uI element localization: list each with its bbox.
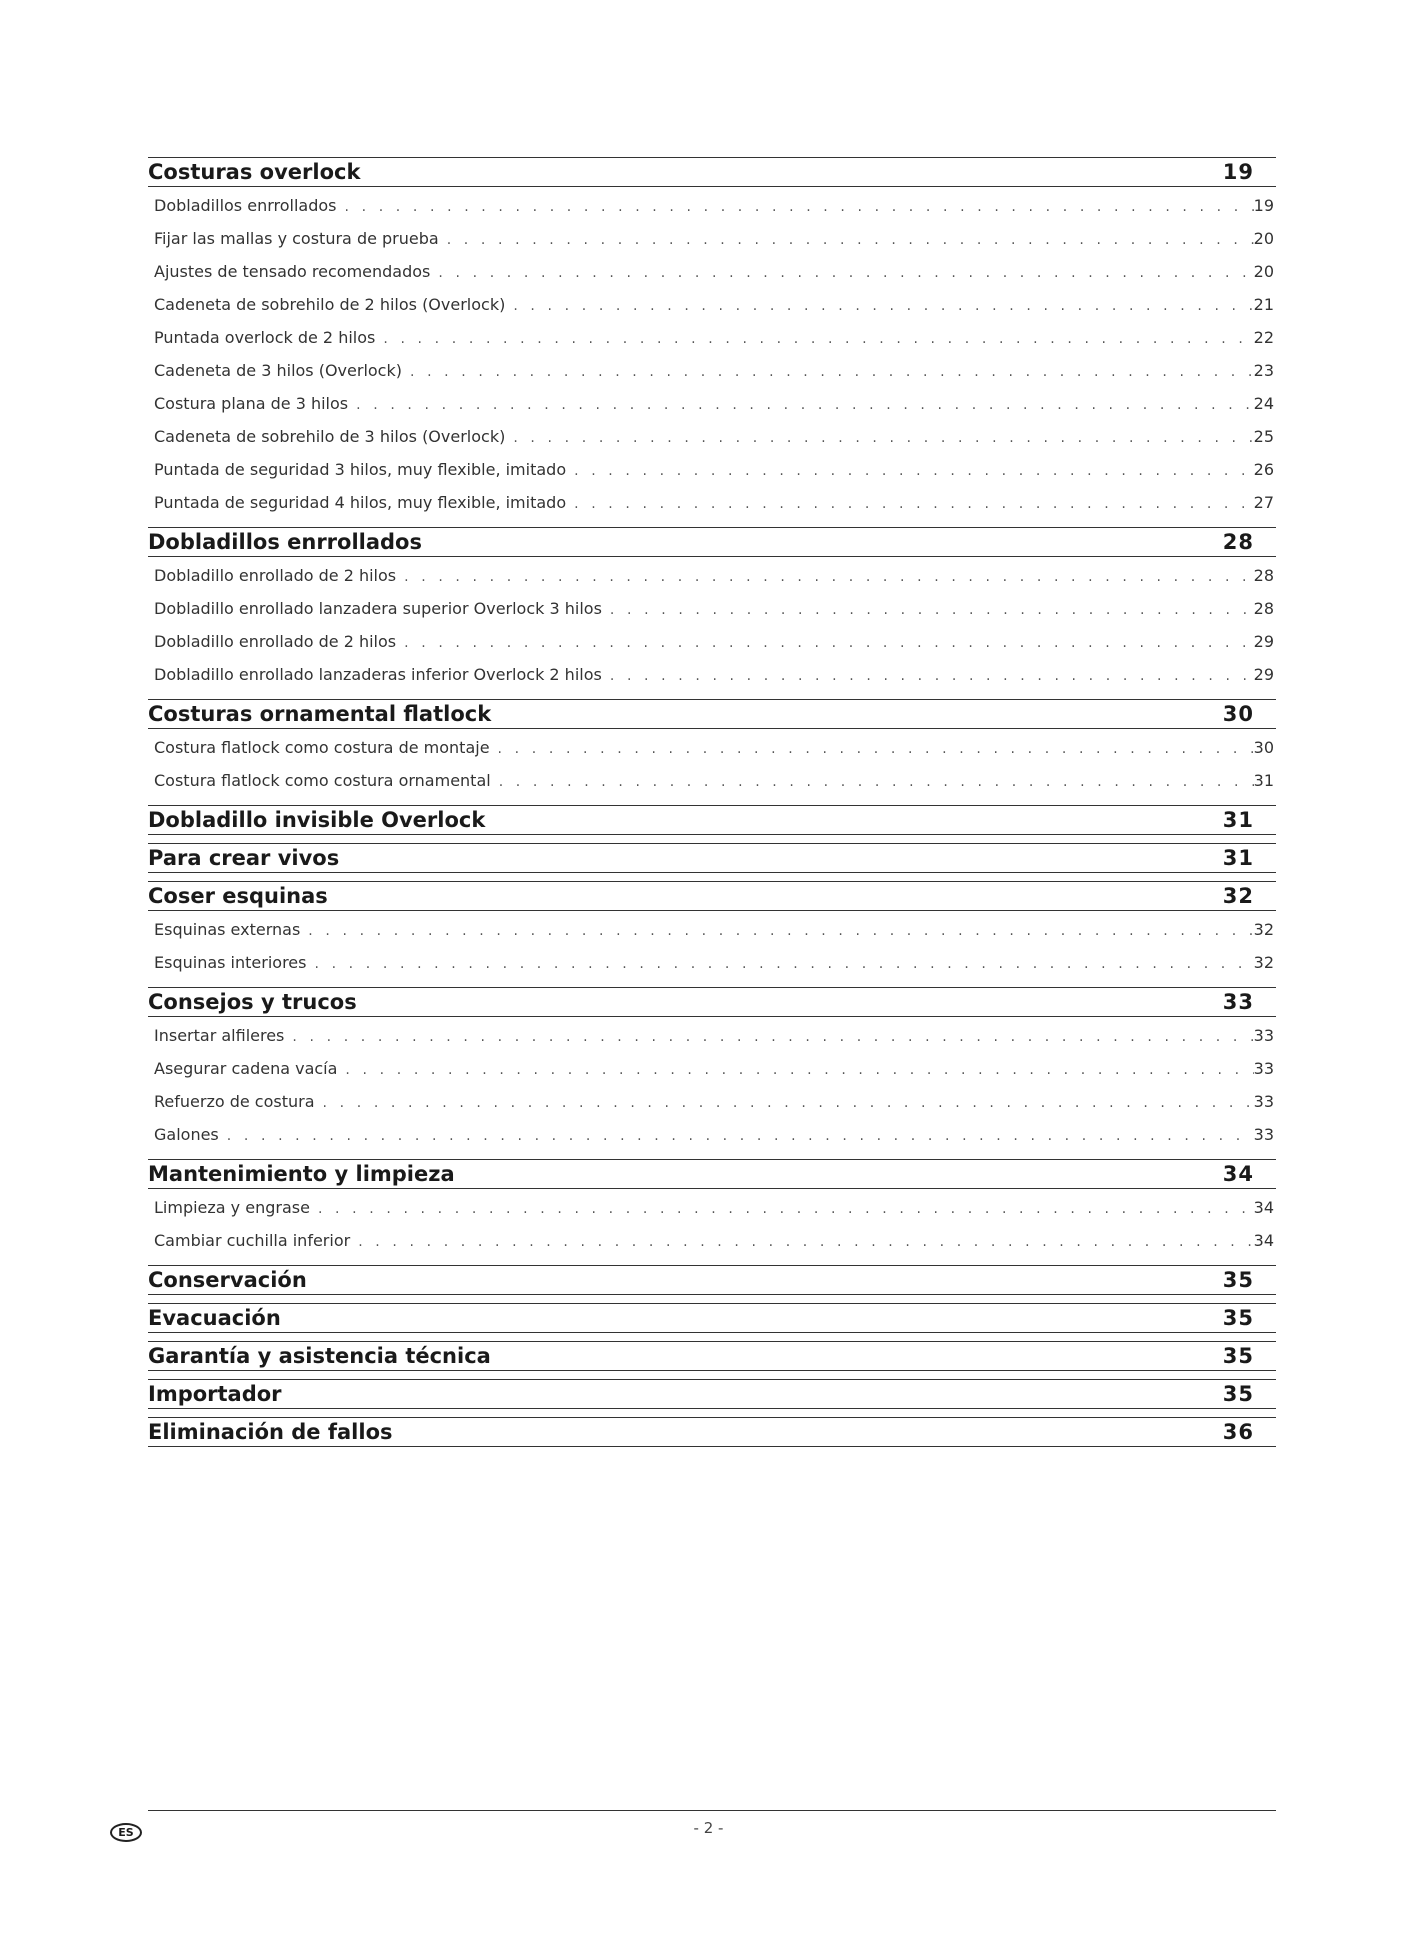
- toc-entry-page: 33: [1253, 1059, 1274, 1078]
- toc-entry[interactable]: [148, 1052, 1276, 1085]
- toc-section-page: 35: [1222, 1382, 1254, 1406]
- toc-section-title: Eliminación de fallos: [148, 1420, 393, 1444]
- toc-entry[interactable]: [148, 288, 1276, 321]
- dot-leader: [404, 561, 1254, 594]
- toc-entry-page: 28: [1253, 566, 1274, 585]
- toc-entry-title: Costura flatlock como costura de montaje: [154, 738, 490, 757]
- toc-entry-title: Costura plana de 3 hilos: [154, 394, 349, 413]
- dot-leader: [513, 422, 1253, 455]
- toc-section-title: Conservación: [148, 1268, 307, 1292]
- toc-entry-page: 28: [1253, 599, 1274, 618]
- language-badge: ES: [110, 1823, 142, 1842]
- dot-leader: [410, 356, 1254, 389]
- toc-section: [148, 1303, 1276, 1333]
- toc-entry-list: [148, 187, 1276, 519]
- toc-entry-page: 33: [1253, 1092, 1274, 1111]
- toc-section-heading[interactable]: [148, 805, 1276, 835]
- toc-section-page: 36: [1222, 1420, 1254, 1444]
- toc-entry[interactable]: [148, 658, 1276, 691]
- toc-entry-page: 20: [1253, 262, 1274, 281]
- dot-leader: [610, 594, 1254, 627]
- toc-section-page: 35: [1222, 1306, 1254, 1330]
- toc-section: [148, 1379, 1276, 1409]
- toc-section-page: 32: [1222, 884, 1254, 908]
- toc-entry[interactable]: [148, 1118, 1276, 1151]
- toc-section-heading[interactable]: [148, 527, 1276, 557]
- toc-entry-list: [148, 557, 1276, 691]
- dot-leader: [513, 290, 1253, 323]
- toc-section-page: 30: [1222, 702, 1254, 726]
- toc-entry-page: 19: [1253, 196, 1274, 215]
- toc-section: [148, 843, 1276, 873]
- toc-section-page: 33: [1222, 990, 1254, 1014]
- dot-leader: [574, 488, 1254, 521]
- toc-entry-title: Fijar las mallas y costura de prueba: [154, 229, 439, 248]
- toc-entry[interactable]: [148, 913, 1276, 946]
- toc-entry[interactable]: [148, 1019, 1276, 1052]
- toc-section-heading[interactable]: [148, 1265, 1276, 1295]
- toc-section-title: Coser esquinas: [148, 884, 328, 908]
- toc-entry[interactable]: [148, 387, 1276, 420]
- toc-entry-title: Esquinas interiores: [154, 953, 307, 972]
- toc-entry-list: [148, 1017, 1276, 1151]
- toc-section-page: 28: [1222, 530, 1254, 554]
- table-of-contents: [148, 157, 1276, 1447]
- toc-entry-page: 25: [1253, 427, 1274, 446]
- toc-entry-page: 31: [1253, 771, 1274, 790]
- toc-section-page: 35: [1222, 1268, 1254, 1292]
- toc-entry[interactable]: [148, 321, 1276, 354]
- dot-leader: [356, 389, 1254, 422]
- toc-section-heading[interactable]: [148, 1341, 1276, 1371]
- dot-leader: [438, 257, 1253, 290]
- toc-entry-page: 24: [1253, 394, 1274, 413]
- toc-entry[interactable]: [148, 453, 1276, 486]
- toc-entry[interactable]: [148, 420, 1276, 453]
- toc-entry-title: Cadeneta de 3 hilos (Overlock): [154, 361, 402, 380]
- toc-section: [148, 527, 1276, 691]
- toc-entry-page: 22: [1253, 328, 1274, 347]
- toc-entry-title: Cadeneta de sobrehilo de 2 hilos (Overlock): [154, 295, 506, 314]
- page-number: - 2 -: [693, 1819, 724, 1837]
- toc-entry[interactable]: [148, 625, 1276, 658]
- toc-entry[interactable]: [148, 189, 1276, 222]
- toc-section: [148, 805, 1276, 835]
- toc-entry-title: Refuerzo de costura: [154, 1092, 315, 1111]
- toc-section-title: Mantenimiento y limpieza: [148, 1162, 455, 1186]
- toc-section-title: Garantía y asistencia técnica: [148, 1344, 491, 1368]
- toc-section-heading[interactable]: [148, 699, 1276, 729]
- toc-section-title: Evacuación: [148, 1306, 281, 1330]
- dot-leader: [345, 1054, 1253, 1087]
- toc-section: [148, 1341, 1276, 1371]
- toc-section-page: 19: [1222, 160, 1254, 184]
- toc-section-heading[interactable]: [148, 1379, 1276, 1409]
- toc-section: [148, 1159, 1276, 1257]
- toc-section-page: 34: [1222, 1162, 1254, 1186]
- toc-entry[interactable]: [148, 222, 1276, 255]
- toc-section-heading[interactable]: [148, 987, 1276, 1017]
- toc-section: [148, 881, 1276, 979]
- toc-entry-page: 21: [1253, 295, 1274, 314]
- toc-entry-page: 29: [1253, 665, 1274, 684]
- dot-leader: [404, 627, 1254, 660]
- toc-entry-title: Costura flatlock como costura ornamental: [154, 771, 491, 790]
- toc-section: [148, 1265, 1276, 1295]
- toc-entry-page: 30: [1253, 738, 1274, 757]
- toc-entry-title: Insertar alfileres: [154, 1026, 285, 1045]
- toc-section-title: Consejos y trucos: [148, 990, 357, 1014]
- toc-entry[interactable]: [148, 1224, 1276, 1257]
- dot-leader: [358, 1226, 1253, 1259]
- dot-leader: [383, 323, 1253, 356]
- toc-section-heading[interactable]: [148, 157, 1276, 187]
- toc-entry[interactable]: [148, 946, 1276, 979]
- dot-leader: [498, 733, 1254, 766]
- toc-section-title: Costuras overlock: [148, 160, 361, 184]
- toc-section-heading[interactable]: [148, 843, 1276, 873]
- toc-section-title: Dobladillos enrrollados: [148, 530, 422, 554]
- toc-entry-page: 34: [1253, 1198, 1274, 1217]
- toc-entry-list: [148, 729, 1276, 797]
- toc-entry[interactable]: [148, 1191, 1276, 1224]
- toc-section-title: Dobladillo invisible Overlock: [148, 808, 486, 832]
- dot-leader: [308, 915, 1253, 948]
- toc-entry-title: Galones: [154, 1125, 219, 1144]
- toc-entry[interactable]: [148, 559, 1276, 592]
- toc-entry-title: Limpieza y engrase: [154, 1198, 310, 1217]
- toc-entry[interactable]: [148, 764, 1276, 797]
- toc-entry-title: Ajustes de tensado recomendados: [154, 262, 431, 281]
- toc-section-title: Para crear vivos: [148, 846, 340, 870]
- dot-leader: [574, 455, 1254, 488]
- toc-section: [148, 987, 1276, 1151]
- toc-entry-title: Asegurar cadena vacía: [154, 1059, 338, 1078]
- toc-entry-page: 20: [1253, 229, 1274, 248]
- toc-entry-title: Puntada overlock de 2 hilos: [154, 328, 376, 347]
- toc-entry-title: Puntada de seguridad 3 hilos, muy flexible, imitado: [154, 460, 567, 479]
- toc-entry[interactable]: [148, 731, 1276, 764]
- toc-entry[interactable]: [148, 255, 1276, 288]
- toc-section-page: 31: [1222, 808, 1254, 832]
- dot-leader: [318, 1193, 1254, 1226]
- toc-section: [148, 157, 1276, 519]
- toc-entry-title: Puntada de seguridad 4 hilos, muy flexible, imitado: [154, 493, 567, 512]
- toc-entry-list: [148, 1189, 1276, 1257]
- footer-divider: [148, 1810, 1276, 1811]
- dot-leader: [292, 1021, 1253, 1054]
- toc-entry-page: 23: [1253, 361, 1274, 380]
- toc-entry-page: 33: [1253, 1026, 1274, 1045]
- toc-entry-title: Dobladillo enrollado de 2 hilos: [154, 566, 397, 585]
- toc-entry-title: Dobladillo enrollado de 2 hilos: [154, 632, 397, 651]
- dot-leader: [610, 660, 1254, 693]
- toc-entry[interactable]: [148, 486, 1276, 519]
- toc-entry-page: 29: [1253, 632, 1274, 651]
- toc-entry-page: 34: [1253, 1231, 1274, 1250]
- toc-section-heading[interactable]: [148, 881, 1276, 911]
- toc-entry-page: 33: [1253, 1125, 1274, 1144]
- toc-entry-page: 32: [1253, 953, 1274, 972]
- toc-entry[interactable]: [148, 1085, 1276, 1118]
- dot-leader: [447, 224, 1254, 257]
- toc-section: [148, 699, 1276, 797]
- dot-leader: [227, 1120, 1254, 1153]
- toc-entry-title: Cadeneta de sobrehilo de 3 hilos (Overlock): [154, 427, 506, 446]
- toc-section-heading[interactable]: [148, 1159, 1276, 1189]
- toc-entry[interactable]: [148, 592, 1276, 625]
- toc-section-title: Costuras ornamental flatlock: [148, 702, 492, 726]
- toc-section-page: 35: [1222, 1344, 1254, 1368]
- dot-leader: [499, 766, 1254, 799]
- toc-entry-title: Dobladillo enrollado lanzaderas inferior Overlock 2 hilos: [154, 665, 602, 684]
- dot-leader: [345, 191, 1254, 224]
- toc-entry-page: 26: [1253, 460, 1274, 479]
- dot-leader: [314, 948, 1253, 981]
- toc-entry-title: Esquinas externas: [154, 920, 301, 939]
- toc-entry[interactable]: [148, 354, 1276, 387]
- toc-entry-title: Cambiar cuchilla inferior: [154, 1231, 351, 1250]
- toc-section-title: Importador: [148, 1382, 282, 1406]
- toc-entry-list: [148, 911, 1276, 979]
- dot-leader: [323, 1087, 1254, 1120]
- toc-entry-title: Dobladillos enrrollados: [154, 196, 337, 215]
- toc-entry-page: 27: [1253, 493, 1274, 512]
- toc-section: [148, 1417, 1276, 1447]
- toc-entry-title: Dobladillo enrollado lanzadera superior Overlock 3 hilos: [154, 599, 602, 618]
- toc-section-heading[interactable]: [148, 1303, 1276, 1333]
- toc-section-heading[interactable]: [148, 1417, 1276, 1447]
- toc-entry-page: 32: [1253, 920, 1274, 939]
- toc-section-page: 31: [1222, 846, 1254, 870]
